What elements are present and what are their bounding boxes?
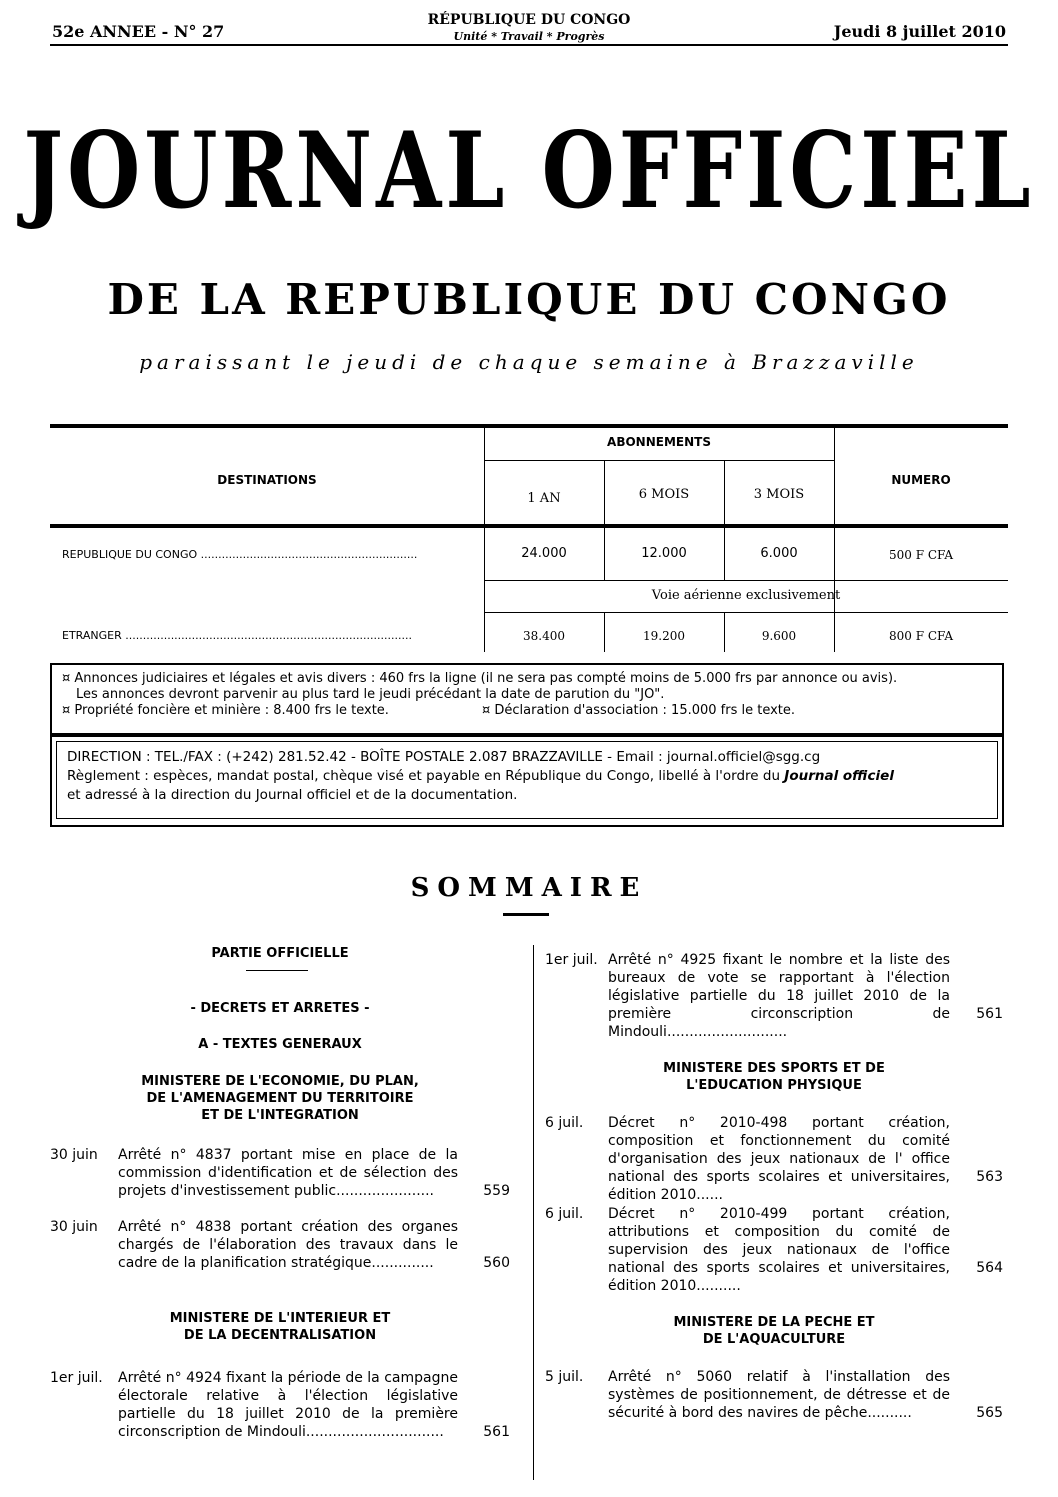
notices-box bbox=[50, 663, 1004, 735]
entry-page: 565 bbox=[976, 1405, 1003, 1421]
entry-page: 559 bbox=[483, 1183, 510, 1199]
col-1an: 1 AN bbox=[527, 491, 561, 506]
entry-date: 30 juin bbox=[50, 1147, 98, 1163]
row-etranger-numero: 800 F CFA bbox=[889, 629, 953, 643]
col-abonnements: ABONNEMENTS bbox=[607, 435, 711, 449]
sommaire-entry[interactable] bbox=[50, 1146, 510, 1202]
table-hline bbox=[484, 460, 834, 461]
entry-page: 564 bbox=[976, 1260, 1003, 1276]
sommaire-entry[interactable] bbox=[545, 1205, 1003, 1294]
sommaire-entry[interactable] bbox=[545, 951, 1003, 1040]
direction-contact: DIRECTION : TEL./FAX : (+242) 281.52.42 - BOÎTE POSTALE 2.087 BRAZZAVILLE - Email : journal.officiel@sgg.cg bbox=[67, 749, 821, 765]
entry-date: 6 juil. bbox=[545, 1115, 584, 1131]
sommaire-entry[interactable] bbox=[50, 1218, 510, 1274]
sommaire-entry[interactable] bbox=[50, 1369, 510, 1445]
journal-tagline: paraissant le jeudi de chaque semaine à Brazzaville bbox=[139, 350, 919, 374]
entry-page: 563 bbox=[976, 1169, 1003, 1185]
direction-payment bbox=[67, 767, 987, 786]
entry-page: 561 bbox=[976, 1006, 1003, 1022]
ministere-interieur: MINISTERE DE L'INTERIEUR ET DE LA DECENTRALISATION bbox=[169, 1311, 391, 1343]
entry-date: 30 juin bbox=[50, 1219, 98, 1235]
issue-date: Jeudi 8 juillet 2010 bbox=[833, 22, 1006, 41]
sommaire-entry[interactable] bbox=[545, 1114, 1003, 1203]
row-etranger-6mois: 19.200 bbox=[643, 629, 685, 643]
entry-text: Arrêté n° 4838 portant création des organes chargés de l'élaboration des travaux dans le cadre de la planification stratégique.............. bbox=[118, 1219, 458, 1271]
notice-line-3 bbox=[62, 703, 992, 719]
entry-text: Arrêté n° 5060 relatif à l'installation des systèmes de positionnement, de détresse et de sécurité à bord des navires de pêche.......... bbox=[608, 1369, 950, 1421]
direction-address: et adressé à la direction du Journal officiel et de la documentation. bbox=[67, 787, 518, 803]
subscription-table bbox=[50, 424, 1008, 644]
row-congo-1an: 24.000 bbox=[521, 546, 567, 561]
entry-date: 6 juil. bbox=[545, 1206, 584, 1222]
col-destinations: DESTINATIONS bbox=[217, 473, 317, 487]
payment-payee: Journal officiel bbox=[784, 768, 894, 784]
table-header-rule bbox=[50, 524, 1008, 528]
air-note: Voie aérienne exclusivement bbox=[651, 588, 841, 603]
notice-line-2: Les annonces devront parvenir au plus tard le jeudi précédant la date de parution du "JO". bbox=[76, 687, 665, 702]
notice-propriete: ¤ Propriété foncière et minière : 8.400 frs le texte. bbox=[62, 703, 389, 718]
table-top-rule bbox=[50, 424, 1008, 428]
sommaire-entry[interactable] bbox=[545, 1368, 1003, 1424]
row-etranger-3mois: 9.600 bbox=[761, 629, 797, 643]
entry-text: Arrêté n° 4925 fixant le nombre et la liste des bureaux de vote se rapportant à l'élection législative partielle du 18 juillet 2010 de la première circonscription de Mindouli........................... bbox=[608, 952, 950, 1040]
journal-title: JOURNAL OFFICIEL bbox=[23, 108, 1035, 232]
col-numero: NUMERO bbox=[891, 473, 951, 487]
issue-number: 52e ANNEE - N° 27 bbox=[52, 22, 225, 41]
payment-text: Règlement : espèces, mandat postal, chèque visé et payable en République du Congo, libellé à l'ordre du bbox=[67, 768, 785, 784]
column-divider bbox=[533, 945, 534, 1480]
table-hline bbox=[484, 612, 1008, 613]
sommaire-title: SOMMAIRE bbox=[410, 873, 648, 903]
entry-text: Arrêté n° 4924 fixant la période de la campagne électorale relative à l'élection législative partielle du 18 juillet 2010 de la première circonscription de Mindouli............................... bbox=[118, 1370, 458, 1440]
col-3mois: 3 MOIS bbox=[753, 487, 805, 502]
col-6mois: 6 MOIS bbox=[638, 487, 690, 502]
row-congo-6mois: 12.000 bbox=[641, 546, 687, 561]
textes-generaux: A - TEXTES GENERAUX bbox=[198, 1037, 362, 1052]
partie-underline bbox=[246, 970, 308, 971]
ministere-economie: MINISTERE DE L'ECONOMIE, DU PLAN, DE L'AMENAGEMENT DU TERRITOIRE ET DE L'INTEGRATION bbox=[141, 1074, 419, 1123]
entry-date: 1er juil. bbox=[545, 952, 598, 968]
partie-officielle: PARTIE OFFICIELLE bbox=[211, 946, 349, 961]
sommaire-underline bbox=[503, 913, 549, 916]
entry-text: Décret n° 2010-498 portant création, composition et fonctionnement du comité d'organisation des jeux nationaux de l' office national des sports scolaires et universitaires, édition 2010...... bbox=[608, 1115, 950, 1203]
journal-subtitle: DE LA REPUBLIQUE DU CONGO bbox=[107, 275, 951, 324]
ministere-sports: MINISTERE DES SPORTS ET DE L'EDUCATION PHYSIQUE bbox=[663, 1061, 885, 1093]
table-hline bbox=[484, 580, 1008, 581]
notice-line-1: ¤ Annonces judiciaires et légales et avis divers : 460 frs la ligne (il ne sera pas compté moins de 5.000 frs par annonce ou avis). bbox=[62, 671, 898, 686]
entry-text: Décret n° 2010-499 portant création, attributions et composition du comité de supervision des jeux nationaux de l'office national des sports scolaires et universitaires, édition 2010.......... bbox=[608, 1206, 950, 1294]
header-divider bbox=[50, 44, 1008, 46]
row-etranger-1an: 38.400 bbox=[523, 629, 565, 643]
direction-box bbox=[50, 735, 1004, 827]
entry-page: 560 bbox=[483, 1255, 510, 1271]
row-congo-label: REPUBLIQUE DU CONGO .............................................................. bbox=[62, 548, 418, 561]
row-etranger-label: ETRANGER .................................................................................. bbox=[62, 629, 412, 642]
direction-inner bbox=[56, 741, 998, 819]
notice-declaration: ¤ Déclaration d'association : 15.000 frs le texte. bbox=[482, 703, 796, 718]
row-congo-3mois: 6.000 bbox=[760, 546, 798, 561]
ministere-peche: MINISTERE DE LA PECHE ET DE L'AQUACULTURE bbox=[673, 1315, 875, 1347]
motto: Unité * Travail * Progrès bbox=[453, 30, 605, 43]
entry-date: 5 juil. bbox=[545, 1369, 584, 1385]
row-congo-numero: 500 F CFA bbox=[889, 548, 953, 562]
entry-page: 561 bbox=[483, 1424, 510, 1440]
entry-text: Arrêté n° 4837 portant mise en place de la commission d'identification et de sélection des projets d'investissement public...................... bbox=[118, 1147, 458, 1199]
republic-name: RÉPUBLIQUE DU CONGO bbox=[427, 12, 631, 28]
decrets-arretes: - DECRETS ET ARRETES - bbox=[190, 1001, 370, 1016]
entry-date: 1er juil. bbox=[50, 1370, 103, 1386]
